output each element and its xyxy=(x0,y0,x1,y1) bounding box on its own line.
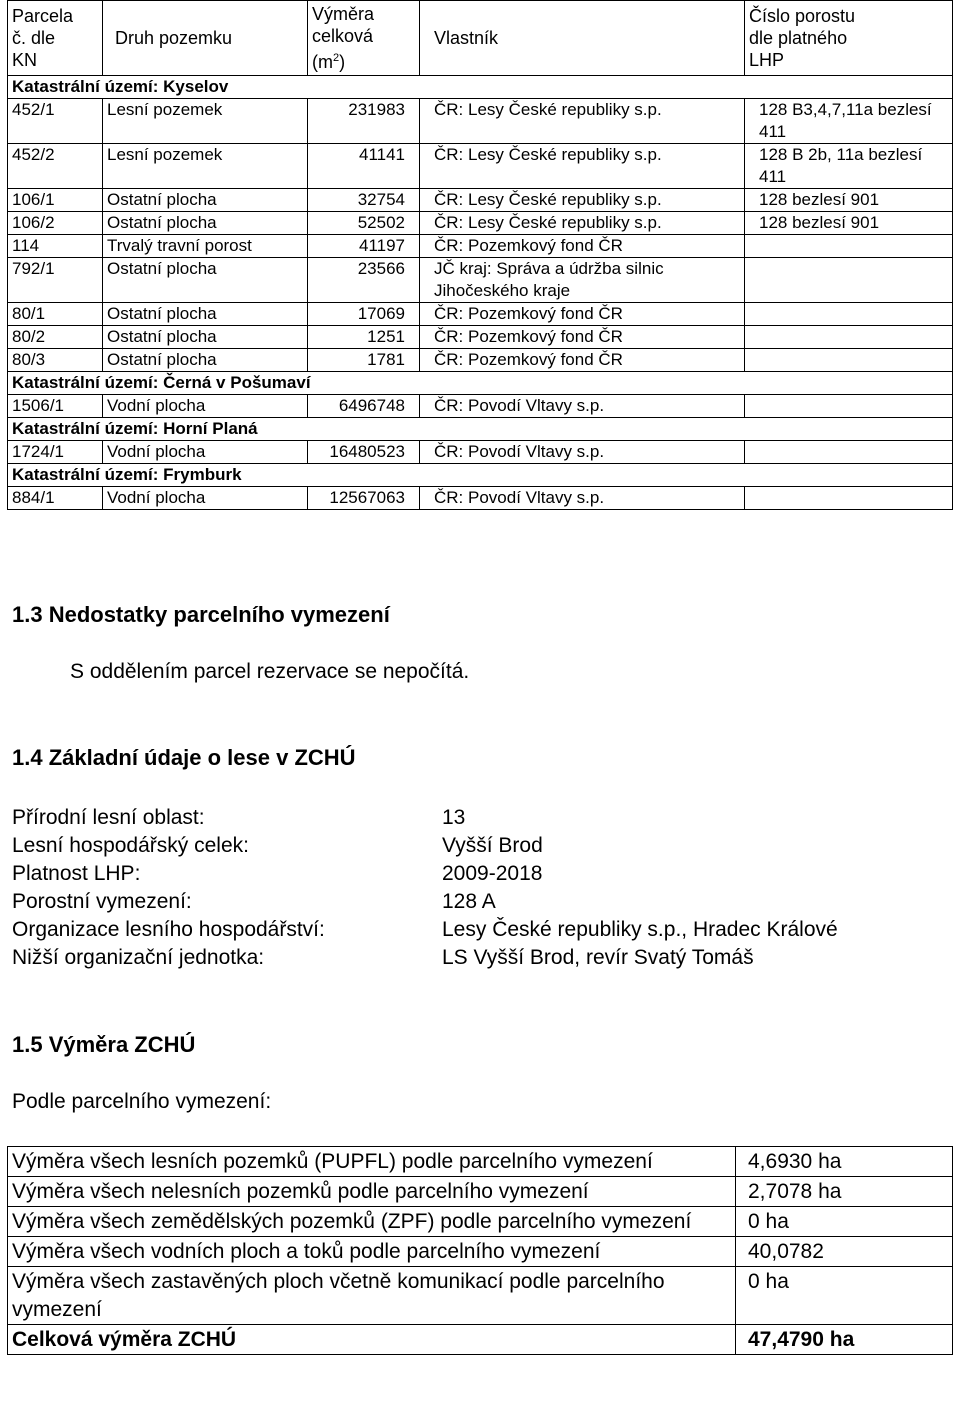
stand-number xyxy=(745,349,953,372)
land-type: Vodní plocha xyxy=(103,395,308,418)
owner: JČ kraj: Správa a údržba silnic Jihočeského kraje xyxy=(420,258,745,303)
area-summary-row xyxy=(8,1237,953,1267)
info-row xyxy=(12,944,838,972)
cadastral-area-row xyxy=(8,76,953,99)
owner: ČR: Lesy České republiky s.p. xyxy=(420,144,745,189)
parcel-number: 80/2 xyxy=(8,326,103,349)
owner: ČR: Pozemkový fond ČR xyxy=(420,326,745,349)
info-row xyxy=(12,916,838,944)
owner: ČR: Povodí Vltavy s.p. xyxy=(420,487,745,510)
info-value: Lesy České republiky s.p., Hradec Králové xyxy=(442,918,838,941)
info-label: Lesní hospodářský celek: xyxy=(12,834,249,857)
parcel-number: 114 xyxy=(8,235,103,258)
table-row xyxy=(8,487,953,510)
stand-number xyxy=(745,303,953,326)
area-summary-label: Výměra všech zemědělských pozemků (ZPF) podle parcelního vymezení xyxy=(8,1207,736,1237)
area-summary-row xyxy=(8,1267,953,1325)
stand-number: 128 B 2b, 11a bezlesí 411 xyxy=(745,144,953,189)
area-value: 231983 xyxy=(308,99,420,144)
land-type: Ostatní plocha xyxy=(103,349,308,372)
area-value: 12567063 xyxy=(308,487,420,510)
table-row xyxy=(8,395,953,418)
header-area: Výměra celková $(m^2)$ xyxy=(308,1,420,76)
info-value: 128 A xyxy=(442,890,496,913)
area-summary-label: Výměra všech lesních pozemků (PUPFL) podle parcelního vymezení xyxy=(8,1147,736,1177)
stand-number: 128 B3,4,7,11a bezlesí 411 xyxy=(745,99,953,144)
table-row xyxy=(8,212,953,235)
table-row xyxy=(8,349,953,372)
area-total-row xyxy=(8,1325,953,1355)
area-table xyxy=(7,1146,953,1355)
land-type: Ostatní plocha xyxy=(103,189,308,212)
stand-number xyxy=(745,441,953,464)
header-owner: Vlastník xyxy=(420,1,745,76)
info-label: Nižší organizační jednotka: xyxy=(12,946,265,969)
parcel-number: 452/2 xyxy=(8,144,103,189)
table-row xyxy=(8,235,953,258)
parcel-number: 884/1 xyxy=(8,487,103,510)
area-summary-value: 4,6930 ha xyxy=(736,1147,953,1177)
cadastral-area-row xyxy=(8,372,953,395)
stand-number xyxy=(745,235,953,258)
section-heading-1-3: 1.3 Nedostatky parcelního vymezení xyxy=(12,602,390,627)
info-value: 13 xyxy=(442,806,466,829)
stand-number xyxy=(745,395,953,418)
owner: ČR: Pozemkový fond ČR xyxy=(420,349,745,372)
stand-number xyxy=(745,487,953,510)
owner: ČR: Lesy České republiky s.p. xyxy=(420,189,745,212)
area-value: 1781 xyxy=(308,349,420,372)
area-total-label: Celková výměra ZCHÚ xyxy=(8,1325,736,1355)
parcel-number: 106/1 xyxy=(8,189,103,212)
land-type: Ostatní plocha xyxy=(103,303,308,326)
parcel-table xyxy=(7,0,953,510)
area-summary-value: 0 ha xyxy=(736,1207,953,1237)
cadastral-area-label: Katastrální území: Frymburk xyxy=(8,464,953,487)
land-type: Ostatní plocha xyxy=(103,212,308,235)
owner: ČR: Lesy České republiky s.p. xyxy=(420,212,745,235)
parcel-number: 1506/1 xyxy=(8,395,103,418)
table-row xyxy=(8,144,953,189)
area-value: 6496748 xyxy=(308,395,420,418)
land-type: Ostatní plocha xyxy=(103,326,308,349)
owner: ČR: Povodí Vltavy s.p. xyxy=(420,395,745,418)
land-type: Lesní pozemek xyxy=(103,99,308,144)
info-label: Porostní vymezení: xyxy=(12,890,192,913)
area-value: 32754 xyxy=(308,189,420,212)
table-row xyxy=(8,99,953,144)
parcel-number: 1724/1 xyxy=(8,441,103,464)
header-parcel: Parcela č. dle KN xyxy=(8,1,103,76)
area-summary-label: Výměra všech zastavěných ploch včetně komunikací podle parcelního vymezení xyxy=(8,1267,736,1325)
parcel-table-header xyxy=(8,1,953,76)
area-summary-label: Výměra všech nelesních pozemků podle parcelního vymezení xyxy=(8,1177,736,1207)
cadastral-area-label: Katastrální území: Kyselov xyxy=(8,76,953,99)
area-value: 17069 xyxy=(308,303,420,326)
area-value: 41141 xyxy=(308,144,420,189)
area-summary-value: 2,7078 ha xyxy=(736,1177,953,1207)
parcel-number: 452/1 xyxy=(8,99,103,144)
section-text-1-3: S oddělením parcel rezervace se nepočítá. xyxy=(70,660,470,683)
section-heading-1-4: 1.4 Základní údaje o lese v ZCHÚ xyxy=(12,745,356,770)
land-type: Ostatní plocha xyxy=(103,258,308,303)
owner: ČR: Povodí Vltavy s.p. xyxy=(420,441,745,464)
area-value: 52502 xyxy=(308,212,420,235)
table-row xyxy=(8,189,953,212)
cadastral-area-label: Katastrální území: Černá v Pošumaví xyxy=(8,372,953,395)
info-row xyxy=(12,888,838,916)
forest-basic-info xyxy=(12,804,838,972)
area-table-body xyxy=(8,1147,953,1355)
parcel-number: 792/1 xyxy=(8,258,103,303)
area-value: 23566 xyxy=(308,258,420,303)
info-row xyxy=(12,860,838,888)
area-summary-value: 0 ha xyxy=(736,1267,953,1325)
area-summary-row xyxy=(8,1147,953,1177)
stand-number: 128 bezlesí 901 xyxy=(745,189,953,212)
stand-number: 128 bezlesí 901 xyxy=(745,212,953,235)
land-type: Trvalý travní porost xyxy=(103,235,308,258)
area-summary-row xyxy=(8,1207,953,1237)
area-summary-value: 40,0782 xyxy=(736,1237,953,1267)
stand-number xyxy=(745,258,953,303)
area-value: 1251 xyxy=(308,326,420,349)
info-value: Vyšší Brod xyxy=(442,834,543,857)
cadastral-area-row xyxy=(8,464,953,487)
parcel-number: 80/1 xyxy=(8,303,103,326)
parcel-number: 106/2 xyxy=(8,212,103,235)
info-label: Přírodní lesní oblast: xyxy=(12,806,205,829)
info-label: Organizace lesního hospodářství: xyxy=(12,918,325,941)
owner: ČR: Pozemkový fond ČR xyxy=(420,235,745,258)
info-row xyxy=(12,804,838,832)
land-type: Lesní pozemek xyxy=(103,144,308,189)
info-value: LS Vyšší Brod, revír Svatý Tomáš xyxy=(442,946,754,969)
cadastral-area-row xyxy=(8,418,953,441)
area-value: 16480523 xyxy=(308,441,420,464)
area-total-value: 47,4790 ha xyxy=(736,1325,953,1355)
info-row xyxy=(12,832,838,860)
info-value: 2009-2018 xyxy=(442,862,543,885)
land-type: Vodní plocha xyxy=(103,441,308,464)
owner: ČR: Lesy České republiky s.p. xyxy=(420,99,745,144)
table-row xyxy=(8,303,953,326)
section-heading-1-5: 1.5 Výměra ZCHÚ xyxy=(12,1032,196,1057)
area-value: 41197 xyxy=(308,235,420,258)
header-stand-number: Číslo porostu dle platného LHP xyxy=(745,1,953,76)
stand-number xyxy=(745,326,953,349)
section-intro-1-5: Podle parcelního vymezení: xyxy=(12,1090,272,1113)
area-summary-label: Výměra všech vodních ploch a toků podle parcelního vymezení xyxy=(8,1237,736,1267)
parcel-table-body xyxy=(8,76,953,510)
table-row xyxy=(8,441,953,464)
cadastral-area-label: Katastrální území: Horní Planá xyxy=(8,418,953,441)
table-row xyxy=(8,326,953,349)
table-row xyxy=(8,258,953,303)
info-label: Platnost LHP: xyxy=(12,862,141,885)
header-land-type: Druh pozemku xyxy=(103,1,308,76)
area-summary-row xyxy=(8,1177,953,1207)
parcel-number: 80/3 xyxy=(8,349,103,372)
owner: ČR: Pozemkový fond ČR xyxy=(420,303,745,326)
land-type: Vodní plocha xyxy=(103,487,308,510)
